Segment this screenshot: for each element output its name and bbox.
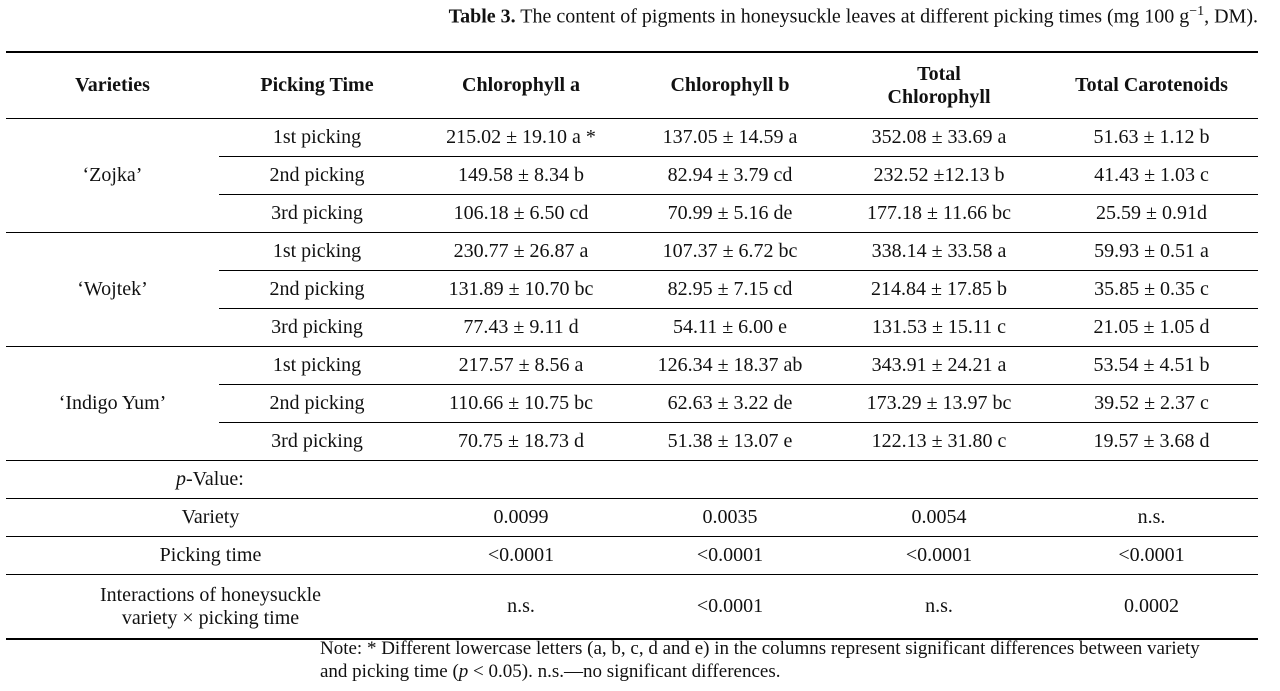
total-chlorophyll-cell: 232.52 ±12.13 b bbox=[833, 157, 1045, 195]
total-chlorophyll-cell: 173.29 ± 13.97 bc bbox=[833, 385, 1045, 423]
caption-text-end: , DM). bbox=[1204, 5, 1258, 28]
pvalue-interaction-row bbox=[6, 575, 1258, 640]
total-chlorophyll-cell: 343.91 ± 24.21 a bbox=[833, 347, 1045, 385]
pvalue-variety-row bbox=[6, 499, 1258, 537]
pvalue-body bbox=[6, 461, 1258, 640]
picking-time-cell: 3rd picking bbox=[219, 309, 415, 347]
picking-time-cell: 1st picking bbox=[219, 233, 415, 271]
header-picking-time: Picking Time bbox=[219, 52, 415, 119]
pvalue-variety-label: Variety bbox=[6, 499, 415, 537]
total-chlorophyll-cell: 177.18 ± 11.66 bc bbox=[833, 195, 1045, 233]
data-body bbox=[6, 119, 1258, 461]
pvalue-cell: n.s. bbox=[833, 575, 1045, 640]
total-chlorophyll-cell: 214.84 ± 17.85 b bbox=[833, 271, 1045, 309]
picking-time-cell: 2nd picking bbox=[219, 271, 415, 309]
picking-time-cell: 2nd picking bbox=[219, 157, 415, 195]
carotenoids-cell: 21.05 ± 1.05 d bbox=[1045, 309, 1258, 347]
pvalue-cell: n.s. bbox=[415, 575, 627, 640]
total-chlorophyll-cell: 122.13 ± 31.80 c bbox=[833, 423, 1045, 461]
total-chlorophyll-cell: 352.08 ± 33.69 a bbox=[833, 119, 1045, 157]
chlorophyll-a-cell: 217.57 ± 8.56 a bbox=[415, 347, 627, 385]
pvalue-cell: 0.0002 bbox=[1045, 575, 1258, 640]
carotenoids-cell: 35.85 ± 0.35 c bbox=[1045, 271, 1258, 309]
picking-time-cell: 3rd picking bbox=[219, 423, 415, 461]
note-line1: Note: * Different lowercase letters (a, b, c, d and e) in the columns represent significant differences between variety bbox=[320, 638, 1200, 659]
carotenoids-cell: 41.43 ± 1.03 c bbox=[1045, 157, 1258, 195]
chlorophyll-b-cell: 70.99 ± 5.16 de bbox=[627, 195, 833, 233]
picking-time-cell: 3rd picking bbox=[219, 195, 415, 233]
chlorophyll-a-cell: 106.18 ± 6.50 cd bbox=[415, 195, 627, 233]
chlorophyll-b-cell: 82.95 ± 7.15 cd bbox=[627, 271, 833, 309]
total-chlorophyll-cell: 131.53 ± 15.11 c bbox=[833, 309, 1045, 347]
table-row bbox=[6, 233, 1258, 271]
table-caption bbox=[449, 4, 1258, 29]
note-line2-start: and picking time ( bbox=[320, 661, 459, 682]
pvalue-title-rest: -Value: bbox=[186, 468, 244, 490]
pvalue-cell: 0.0054 bbox=[833, 499, 1045, 537]
note-line2 bbox=[320, 660, 1265, 683]
pvalue-cell: <0.0001 bbox=[627, 575, 833, 640]
picking-time-cell: 2nd picking bbox=[219, 385, 415, 423]
table-row bbox=[6, 119, 1258, 157]
chlorophyll-a-cell: 149.58 ± 8.34 b bbox=[415, 157, 627, 195]
header-row bbox=[6, 52, 1258, 119]
chlorophyll-a-cell: 110.66 ± 10.75 bc bbox=[415, 385, 627, 423]
interaction-line1: Interactions of honeysuckle bbox=[99, 583, 322, 606]
pigment-table bbox=[6, 51, 1258, 640]
chlorophyll-a-cell: 131.89 ± 10.70 bc bbox=[415, 271, 627, 309]
carotenoids-cell: 25.59 ± 0.91d bbox=[1045, 195, 1258, 233]
chlorophyll-b-cell: 107.37 ± 6.72 bc bbox=[627, 233, 833, 271]
picking-time-cell: 1st picking bbox=[219, 347, 415, 385]
carotenoids-cell: 53.54 ± 4.51 b bbox=[1045, 347, 1258, 385]
header-total-line1: Total bbox=[917, 62, 961, 85]
pvalue-title-row bbox=[6, 461, 1258, 499]
pvalue-picking-label: Picking time bbox=[6, 537, 415, 575]
note-p: p bbox=[458, 661, 469, 682]
caption-superscript: −1 bbox=[1189, 4, 1205, 19]
chlorophyll-b-cell: 62.63 ± 3.22 de bbox=[627, 385, 833, 423]
header-chlorophyll-a: Chlorophyll a bbox=[415, 52, 627, 119]
note-line2-end: < 0.05). n.s.—no significant differences. bbox=[468, 661, 781, 682]
chlorophyll-b-cell: 54.11 ± 6.00 e bbox=[627, 309, 833, 347]
header-total-chlorophyll bbox=[833, 52, 1045, 119]
picking-time-cell: 1st picking bbox=[219, 119, 415, 157]
variety-cell: ‘Indigo Yum’ bbox=[6, 347, 219, 461]
caption-text: The content of pigments in honeysuckle leaves at different picking times (mg 100 g bbox=[520, 5, 1190, 28]
pvalue-cell: n.s. bbox=[1045, 499, 1258, 537]
pvalue-cell: <0.0001 bbox=[627, 537, 833, 575]
header-chlorophyll-b: Chlorophyll b bbox=[627, 52, 833, 119]
variety-cell: ‘Wojtek’ bbox=[6, 233, 219, 347]
chlorophyll-a-cell: 70.75 ± 18.73 d bbox=[415, 423, 627, 461]
chlorophyll-b-cell: 137.05 ± 14.59 a bbox=[627, 119, 833, 157]
chlorophyll-b-cell: 51.38 ± 13.07 e bbox=[627, 423, 833, 461]
pvalue-title bbox=[6, 461, 1258, 499]
chlorophyll-b-cell: 126.34 ± 18.37 ab bbox=[627, 347, 833, 385]
chlorophyll-a-cell: 230.77 ± 26.87 a bbox=[415, 233, 627, 271]
header-total-line2: Chlorophyll bbox=[887, 85, 991, 108]
pvalue-cell: <0.0001 bbox=[1045, 537, 1258, 575]
pvalue-picking-row bbox=[6, 537, 1258, 575]
pvalue-cell: <0.0001 bbox=[833, 537, 1045, 575]
header-varieties: Varieties bbox=[6, 52, 219, 119]
pvalue-interaction-label bbox=[6, 575, 415, 640]
carotenoids-cell: 19.57 ± 3.68 d bbox=[1045, 423, 1258, 461]
variety-cell: ‘Zojka’ bbox=[6, 119, 219, 233]
pvalue-cell: 0.0035 bbox=[627, 499, 833, 537]
table-note bbox=[320, 637, 1265, 683]
total-chlorophyll-cell: 338.14 ± 33.58 a bbox=[833, 233, 1045, 271]
chlorophyll-a-cell: 215.02 ± 19.10 a * bbox=[415, 119, 627, 157]
interaction-line2: variety × picking time bbox=[121, 606, 300, 629]
caption-label: Table 3. bbox=[448, 5, 516, 28]
header-total-carotenoids: Total Carotenoids bbox=[1045, 52, 1258, 119]
chlorophyll-b-cell: 82.94 ± 3.79 cd bbox=[627, 157, 833, 195]
pvalue-p: p bbox=[176, 468, 186, 490]
table-row bbox=[6, 347, 1258, 385]
carotenoids-cell: 51.63 ± 1.12 b bbox=[1045, 119, 1258, 157]
carotenoids-cell: 39.52 ± 2.37 c bbox=[1045, 385, 1258, 423]
chlorophyll-a-cell: 77.43 ± 9.11 d bbox=[415, 309, 627, 347]
carotenoids-cell: 59.93 ± 0.51 a bbox=[1045, 233, 1258, 271]
pvalue-cell: <0.0001 bbox=[415, 537, 627, 575]
pvalue-cell: 0.0099 bbox=[415, 499, 627, 537]
